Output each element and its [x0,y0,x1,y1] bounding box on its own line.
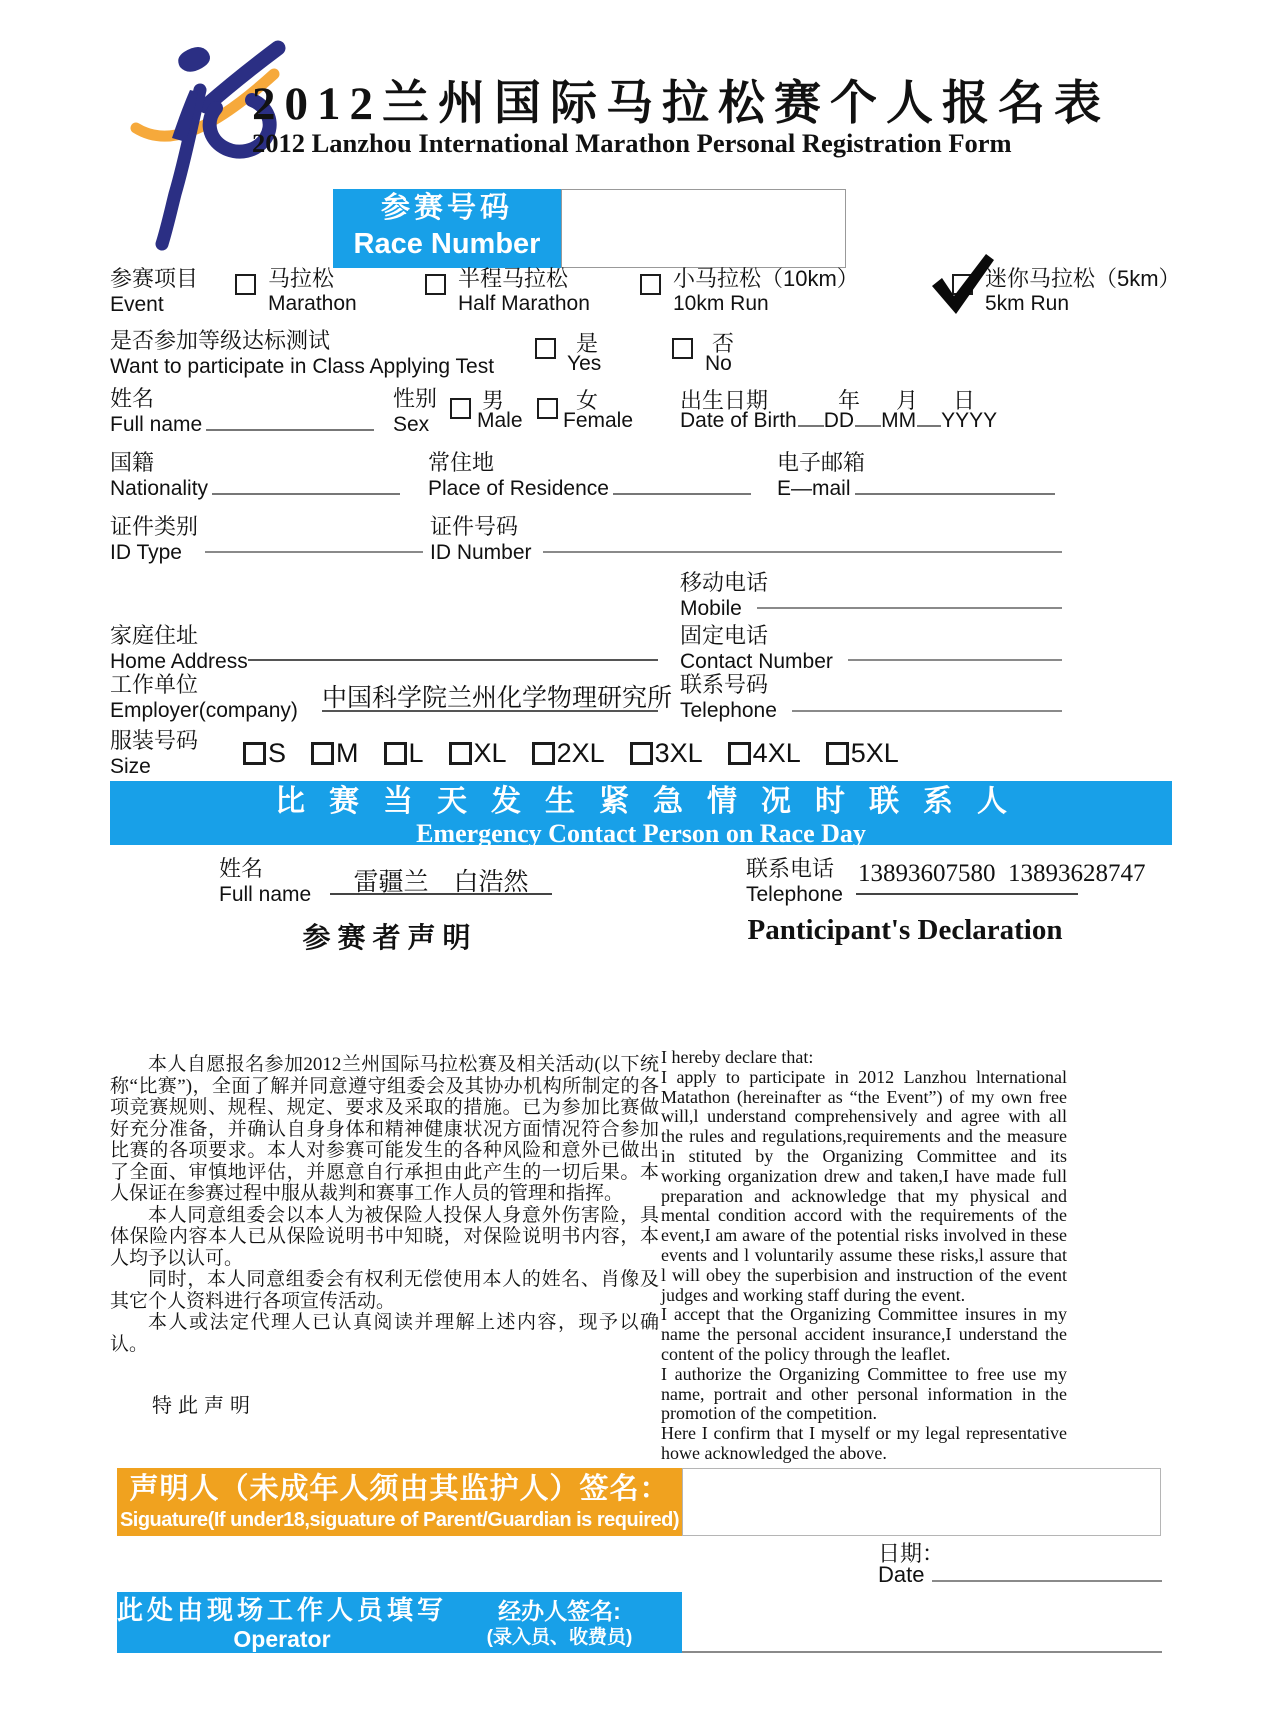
mobile-field: 移动电话 Mobile [680,570,769,620]
id-number-field: 证件号码 ID Number [430,514,532,564]
checkbox-female[interactable] [537,398,558,419]
female-label-cn: 女 [576,388,599,413]
birth-yyyy-input-line[interactable] [917,411,941,427]
email-input-line[interactable] [855,479,1055,495]
sex-label: 性别 Sex [393,386,438,436]
size-option-3xl: 3XL [630,738,703,769]
telephone-field: 联系号码 Telephone [680,672,777,722]
signature-banner: 声明人（未成年人须由其监护人）签名： Siguature(If under18,siguature of Parent/Guardian is required) [117,1468,682,1536]
nationality-input-line[interactable] [212,479,400,495]
event-label: 参赛项目 Event [110,266,199,316]
checkmark-icon [928,252,998,316]
size-option-xl: XL [449,738,507,769]
checkbox-marathon[interactable] [235,274,256,295]
registration-form-page: 2012兰州国际马拉松赛个人报名表 2012 Lanzhou International Marathon Personal Registration Form 参赛号码 Race Number 参赛项目 Event 马拉松 Marathon 半程马拉松 Half Marathon 小马拉松（10km） 10km Run 迷你马拉松（5km） 5km Run 是否参加等级达标测试 Want to participate in Class Applying Test 是 Yes 否 No 姓名 Full name 性别 Sex 男 Male 女 Female 出生日期 年 月 日 Date of Birth DD MM YYYY 国籍 Nationality 常住地 Place of Residence 电子邮箱 E—mail 证件类别 ID Type 证件号码 ID Number 移动电话 Mobile 家庭住址 Home Address 固定电话 Contact Number 工作单位 Employer(company) 中国科学院兰州化学物理研究所 联系号码 Telephone 服装号码 Size S M L XL 2XL 3XL 4XL 5XL 比赛当天发生紧急情况时联系人 Emergency Contact Person on Race Day 姓名 Full name 雷疆兰 白浩然 联系电话 Telephone 13893607580 13893628747 参赛者声明 Panticipant's Declaration 本人自愿报名参加2012兰州国际马拉松赛及相关活动(以下统称“比赛”)，全面了解并同意遵守组委会及其协办机构所制定的各项竞赛规则、规程、规定、要求及采取的措施。已为参加比赛做好充分准备，并确认自身身体和精神健康状况方面情况符合参加比赛的各项要求。本人对参赛可能发生的各种风险和意外已做出了全面、审慎地评估，并愿意自行承担由此产生的一切后果。本人保证在参赛过程中服从裁判和赛事工作人员的管理和指挥。 本人同意组委会以本人为被保险人投保人身意外伤害险，具体保险内容本人已从保险说明书中知晓，对保险说明书内容，本人均予以认可。 同时，本人同意组委会有权利无偿使用本人的姓名、肖像及其它个人资料进行各项宣传活动。 本人或法定代理人已认真阅读并理解上述内容，现予以确认。 特此声明 I hereby declare that: I apply to participate in 2012 Lanzhou lnternational Matathon (hereinafter as “the Event”) of my own free will,l understand comprehensively and agree with all the rules and regulations,requirements and the measure in stituted by the Organizing Committee and its working organization drew and taken,I have made full preparation and acknowledge that my physical and mental condition accord with the requirements of the event,I am aware of the potential risks involved in these events and l voluntarily assume these risks,l assure that l will obey the superbision and instruction of the event judges and working staff during the event. I accept that the Organizing Committee insures in my name the personal accident insurance,I understand the content of the policy through the leaflet. I authorize the Organizing Committee to free use my name, portrait and other personal information in the promotion of the competition. Here I confirm that I myself or my legal representative howe acknowledged the above. 声明人（未成年人须由其监护人）签名： Siguature(If under18,siguature of Parent/Guardian is required) 日期： Date 此处由现场工作人员填写 Operator 经办人签名: (录入员、收费员) [0,0,1275,1718]
declaration-en-text: I hereby declare that: I apply to participate in 2012 Lanzhou lnternational Matathon (hereinafter as “the Event”) of my own free will,l understand comprehensively and agree with all the rules and regulations,requirements and the measure in stituted by the Organizing Committee and its working organization drew and taken,I have made full preparation and acknowledge that my physical and mental condition accord with the requirements of the event,I am aware of the potential risks involved in these events and l voluntarily assume these risks,l assure that l will obey the superbision and instruction of the event judges and working staff during the event. I accept that the Organizing Committee insures in my name the personal accident insurance,I understand the content of the policy through the leaflet. I authorize the Organizing Committee to free use my name, portrait and other personal information in the promotion of the competition. Here I confirm that I myself or my legal representative howe acknowledged the above. [661,1047,1067,1463]
emergency-name-field: 姓名 Full name [219,856,312,906]
birth-label-cn: 出生日期 [680,388,769,413]
checkbox-10km[interactable] [640,274,661,295]
employer-field: 工作单位 Employer(company) [110,672,298,722]
birth-day-cn: 日 [953,388,976,413]
date-input-line[interactable] [932,1580,1162,1582]
page-title: 2012兰州国际马拉松赛个人报名表 [252,78,1110,130]
size-option-l: L [384,738,424,769]
emergency-phone-field: 联系电话 Telephone [746,856,843,906]
declaration-cn-closing: 特此声明 [152,1395,256,1417]
id-type-input-line[interactable] [205,551,423,553]
employer-input-line[interactable] [322,710,658,712]
emergency-name-input-line[interactable] [330,893,552,895]
nationality-field: 国籍 Nationality [110,450,400,502]
checkbox-size-m[interactable] [311,742,334,765]
size-option-s: S [243,738,286,769]
signature-input-box[interactable] [682,1468,1161,1536]
operator-sign-input-line[interactable] [682,1651,1162,1653]
declaration-cn-text: 本人自愿报名参加2012兰州国际马拉松赛及相关活动(以下统称“比赛”)，全面了解并同意遵守组委会及其协办机构所制定的各项竞赛规则、规程、规定、要求及采取的措施。已为参加比赛做好充分准备，并确认自身身体和精神健康状况方面情况符合参加比赛的各项要求。本人对参赛可能发生的各种风险和意外已做出了全面、审慎地评估，并愿意自行承担由此产生的一切后果。本人保证在参赛过程中服从裁判和赛事工作人员的管理和指挥。 本人同意组委会以本人为被保险人投保人身意外伤害险，具体保险内容本人已从保险说明书中知晓，对保险说明书内容，本人均予以认可。 同时，本人同意组委会有权利无偿使用本人的姓名、肖像及其它个人资料进行各项宣传活动。 本人或法定代理人已认真阅读并理解上述内容，现予以确认。 [110,1054,659,1355]
size-label: 服装号码 Size [110,728,199,778]
size-option-2xl: 2XL [532,738,605,769]
no-label-cn: 否 [712,331,735,356]
home-address-field: 家庭住址 Home Address [110,623,248,673]
size-option-4xl: 4XL [728,738,801,769]
size-option-5xl: 5XL [826,738,899,769]
checkbox-size-l[interactable] [384,742,407,765]
race-number-input[interactable] [561,189,846,268]
contact-number-input-line[interactable] [848,659,1062,661]
race-number-label: 参赛号码 Race Number [333,189,561,268]
contact-number-field: 固定电话 Contact Number [680,623,833,673]
checkbox-size-5xl[interactable] [826,742,849,765]
yes-label-cn: 是 [576,331,599,356]
birth-month-cn: 月 [896,388,919,413]
declaration-header-cn: 参赛者声明 [302,922,478,953]
emergency-phone-input-line[interactable] [856,893,1078,895]
checkbox-size-3xl[interactable] [630,742,653,765]
birth-year-cn: 年 [838,388,861,413]
checkbox-half-marathon[interactable] [425,274,446,295]
checkbox-size-4xl[interactable] [728,742,751,765]
email-field: 电子邮箱 E—mail [777,450,1055,502]
employer-value: 中国科学院兰州化学物理研究所 [322,685,673,712]
birth-dd-input-line[interactable] [798,411,824,427]
full-name-input-line[interactable] [206,415,374,431]
page-subtitle: 2012 Lanzhou International Marathon Personal Registration Form [252,128,1012,158]
checkbox-size-s[interactable] [243,742,266,765]
emergency-name-value: 雷疆兰 白浩然 [353,869,529,896]
class-test-label: 是否参加等级达标测试 Want to participate in Class Applying Test [110,328,495,378]
residence-input-line[interactable] [613,479,751,495]
id-type-field: 证件类别 ID Type [110,514,199,564]
male-label-en: Male [477,409,523,432]
emergency-phone-value: 13893607580 13893628747 [858,860,1146,887]
operator-banner: 此处由现场工作人员填写 Operator 经办人签名: (录入员、收费员) [117,1592,682,1653]
id-number-input-line[interactable] [543,551,1062,553]
yes-label-en: Yes [567,352,602,375]
date-label-cn: 日期： [878,1541,945,1566]
birth-label-en: Date of Birth DD MM YYYY [680,409,998,432]
declaration-header-en: Panticipant's Declaration [747,914,1063,946]
residence-field: 常住地 Place of Residence [428,450,751,502]
size-options [243,738,899,769]
emergency-banner: 比赛当天发生紧急情况时联系人 Emergency Contact Person on Race Day [110,781,1172,845]
size-option-m: M [311,738,359,769]
no-label-en: No [705,352,732,375]
checkbox-size-2xl[interactable] [532,742,555,765]
checkbox-no[interactable] [672,338,693,359]
telephone-input-line[interactable] [792,710,1062,712]
home-address-input-line[interactable] [248,659,658,661]
checkbox-yes[interactable] [535,338,556,359]
date-label-en: Date [878,1562,925,1587]
full-name-field: 姓名 Full name [110,386,374,438]
female-label-en: Female [563,409,634,432]
male-label-cn: 男 [482,388,505,413]
checkbox-size-xl[interactable] [449,742,472,765]
checkbox-male[interactable] [450,398,471,419]
birth-mm-input-line[interactable] [855,411,881,427]
mobile-input-line[interactable] [757,607,1062,609]
